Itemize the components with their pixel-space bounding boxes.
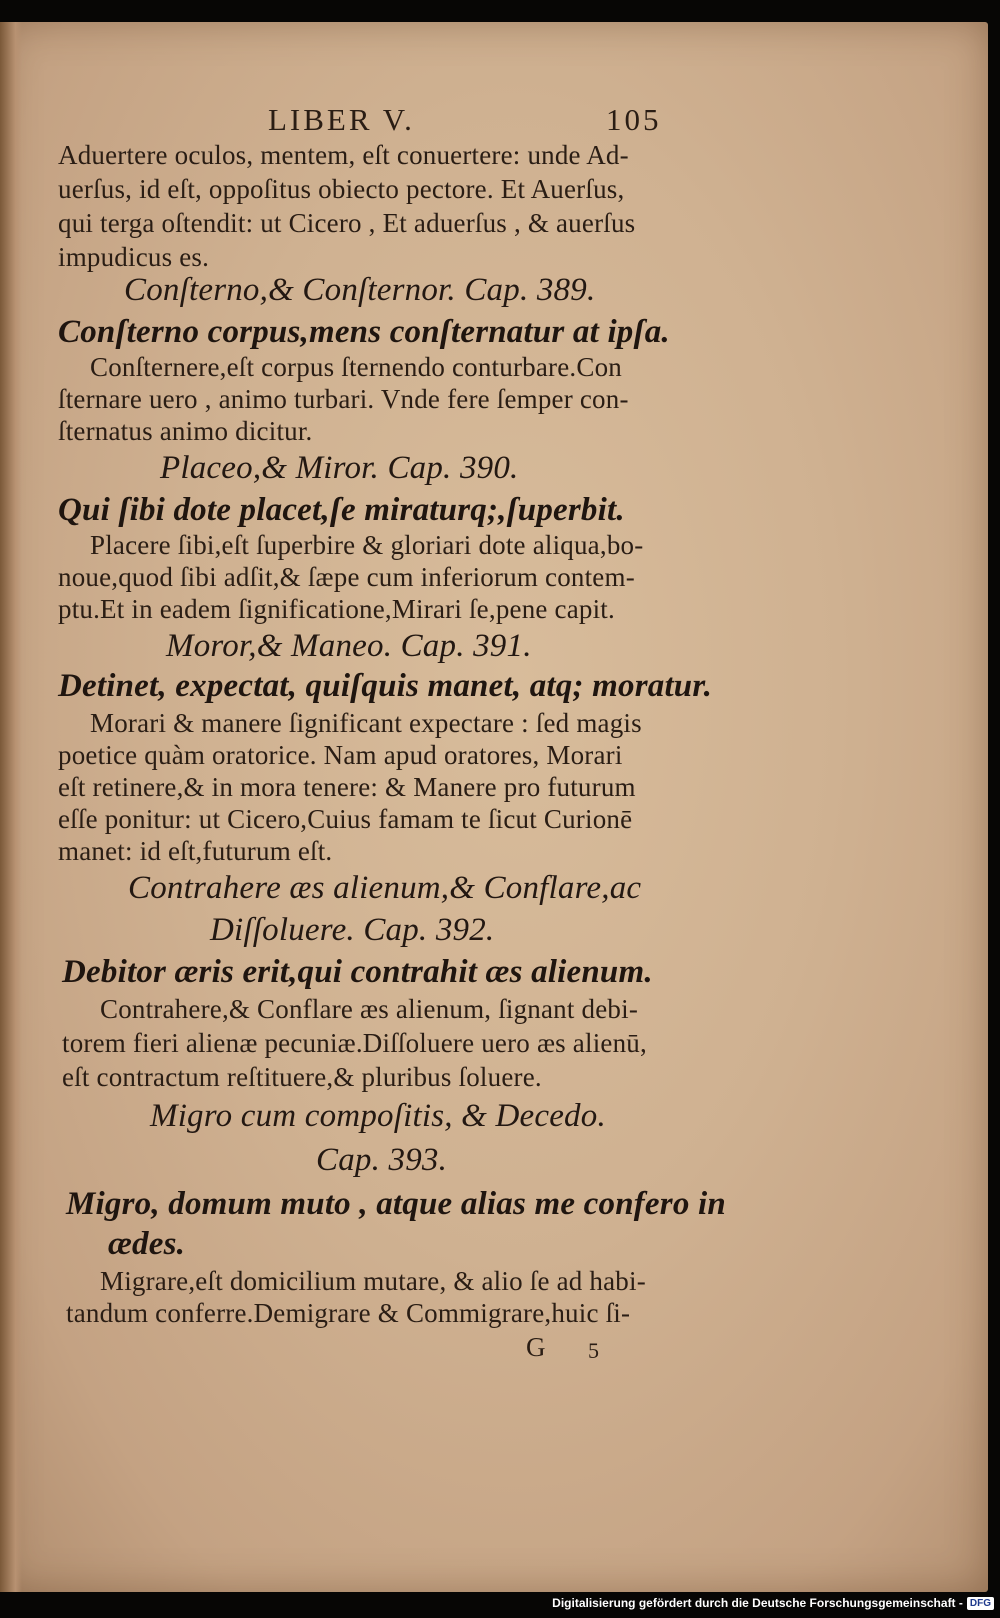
digitization-footer bbox=[552, 1594, 994, 1612]
text-line: Aduertere oculos, mentem, eſt conuertere: unde Ad- bbox=[58, 140, 629, 170]
book-page bbox=[0, 22, 988, 1592]
text-line: qui terga oſtendit: ut Cicero , Et aduerſus , & auerſus bbox=[58, 208, 636, 238]
text-line: ſternatus animo dicitur. bbox=[58, 416, 313, 446]
signature-leaf: 5 bbox=[588, 1338, 600, 1363]
chapter-heading: Cap. 393. bbox=[316, 1142, 448, 1178]
text-line: Conſternere,eſt corpus ſternendo conturbare.Con bbox=[90, 352, 622, 382]
text-line: manet: id eſt,futurum eſt. bbox=[58, 836, 333, 866]
page-number: 105 bbox=[606, 102, 662, 137]
mnemonic-verse: Migro, domum muto , atque alias me confero in bbox=[66, 1186, 726, 1222]
mnemonic-verse: Qui ſibi dote placet,ſe miraturq;,ſuperbit. bbox=[58, 492, 625, 528]
chapter-heading: Conſterno,& Conſternor. Cap. 389. bbox=[124, 272, 596, 308]
text-line: ptu.Et in eadem ſignificatione,Mirari ſe,pene capit. bbox=[58, 594, 615, 624]
chapter-heading: Migro cum compoſitis, & Decedo. bbox=[150, 1098, 606, 1134]
mnemonic-verse: ædes. bbox=[108, 1226, 186, 1262]
text-line: eſt retinere,& in mora tenere: & Manere pro futurum bbox=[58, 772, 636, 802]
running-title: LIBER V. bbox=[268, 102, 415, 137]
text-line: Migrare,eſt domicilium mutare, & alio ſe ad habi- bbox=[100, 1266, 646, 1296]
text-line: Morari & manere ſignificant expectare : ſed magis bbox=[90, 708, 642, 738]
text-line: torem fieri alienæ pecuniæ.Diſſoluere uero æs alienū, bbox=[62, 1028, 647, 1058]
chapter-heading: Contrahere æs alienum,& Conflare,ac bbox=[128, 870, 642, 906]
chapter-heading: Placeo,& Miror. Cap. 390. bbox=[160, 450, 519, 486]
text-line: eſſe ponitur: ut Cicero,Cuius famam te ſicut Curionē bbox=[58, 804, 633, 834]
signature-mark: G bbox=[526, 1332, 546, 1362]
text-line: Placere ſibi,eſt ſuperbire & gloriari dote aliqua,bo- bbox=[90, 530, 644, 560]
text-line: eſt contractum reſtituere,& pluribus ſoluere. bbox=[62, 1062, 542, 1092]
mnemonic-verse: Detinet, expectat, quiſquis manet, atq; moratur. bbox=[58, 668, 713, 704]
chapter-heading: Moror,& Maneo. Cap. 391. bbox=[166, 628, 532, 664]
text-line: Contrahere,& Conflare æs alienum, ſignant debi- bbox=[100, 994, 639, 1024]
footer-credit: Digitalisierung gefördert durch die Deutsche Forschungsgemeinschaft - bbox=[552, 1596, 963, 1610]
text-line: tandum conferre.Demigrare & Commigrare,huic ſi- bbox=[66, 1298, 631, 1328]
text-line: impudicus es. bbox=[58, 242, 210, 272]
dfg-logo-icon: DFG bbox=[967, 1597, 994, 1610]
text-line: noue,quod ſibi adſit,& ſæpe cum inferiorum contem- bbox=[58, 562, 635, 592]
mnemonic-verse: Conſterno corpus,mens conſternatur at ipſa. bbox=[58, 314, 670, 350]
chapter-heading: Diſſoluere. Cap. 392. bbox=[210, 912, 495, 948]
text-line: poetice quàm oratorice. Nam apud oratores, Morari bbox=[58, 740, 623, 770]
mnemonic-verse: Debitor æris erit,qui contrahit æs alienum. bbox=[62, 954, 653, 990]
text-line: uerſus, id eſt, oppoſitus obiecto pectore. Et Auerſus, bbox=[58, 174, 625, 204]
text-line: ſternare uero , animo turbari. Vnde fere ſemper con- bbox=[58, 384, 629, 414]
